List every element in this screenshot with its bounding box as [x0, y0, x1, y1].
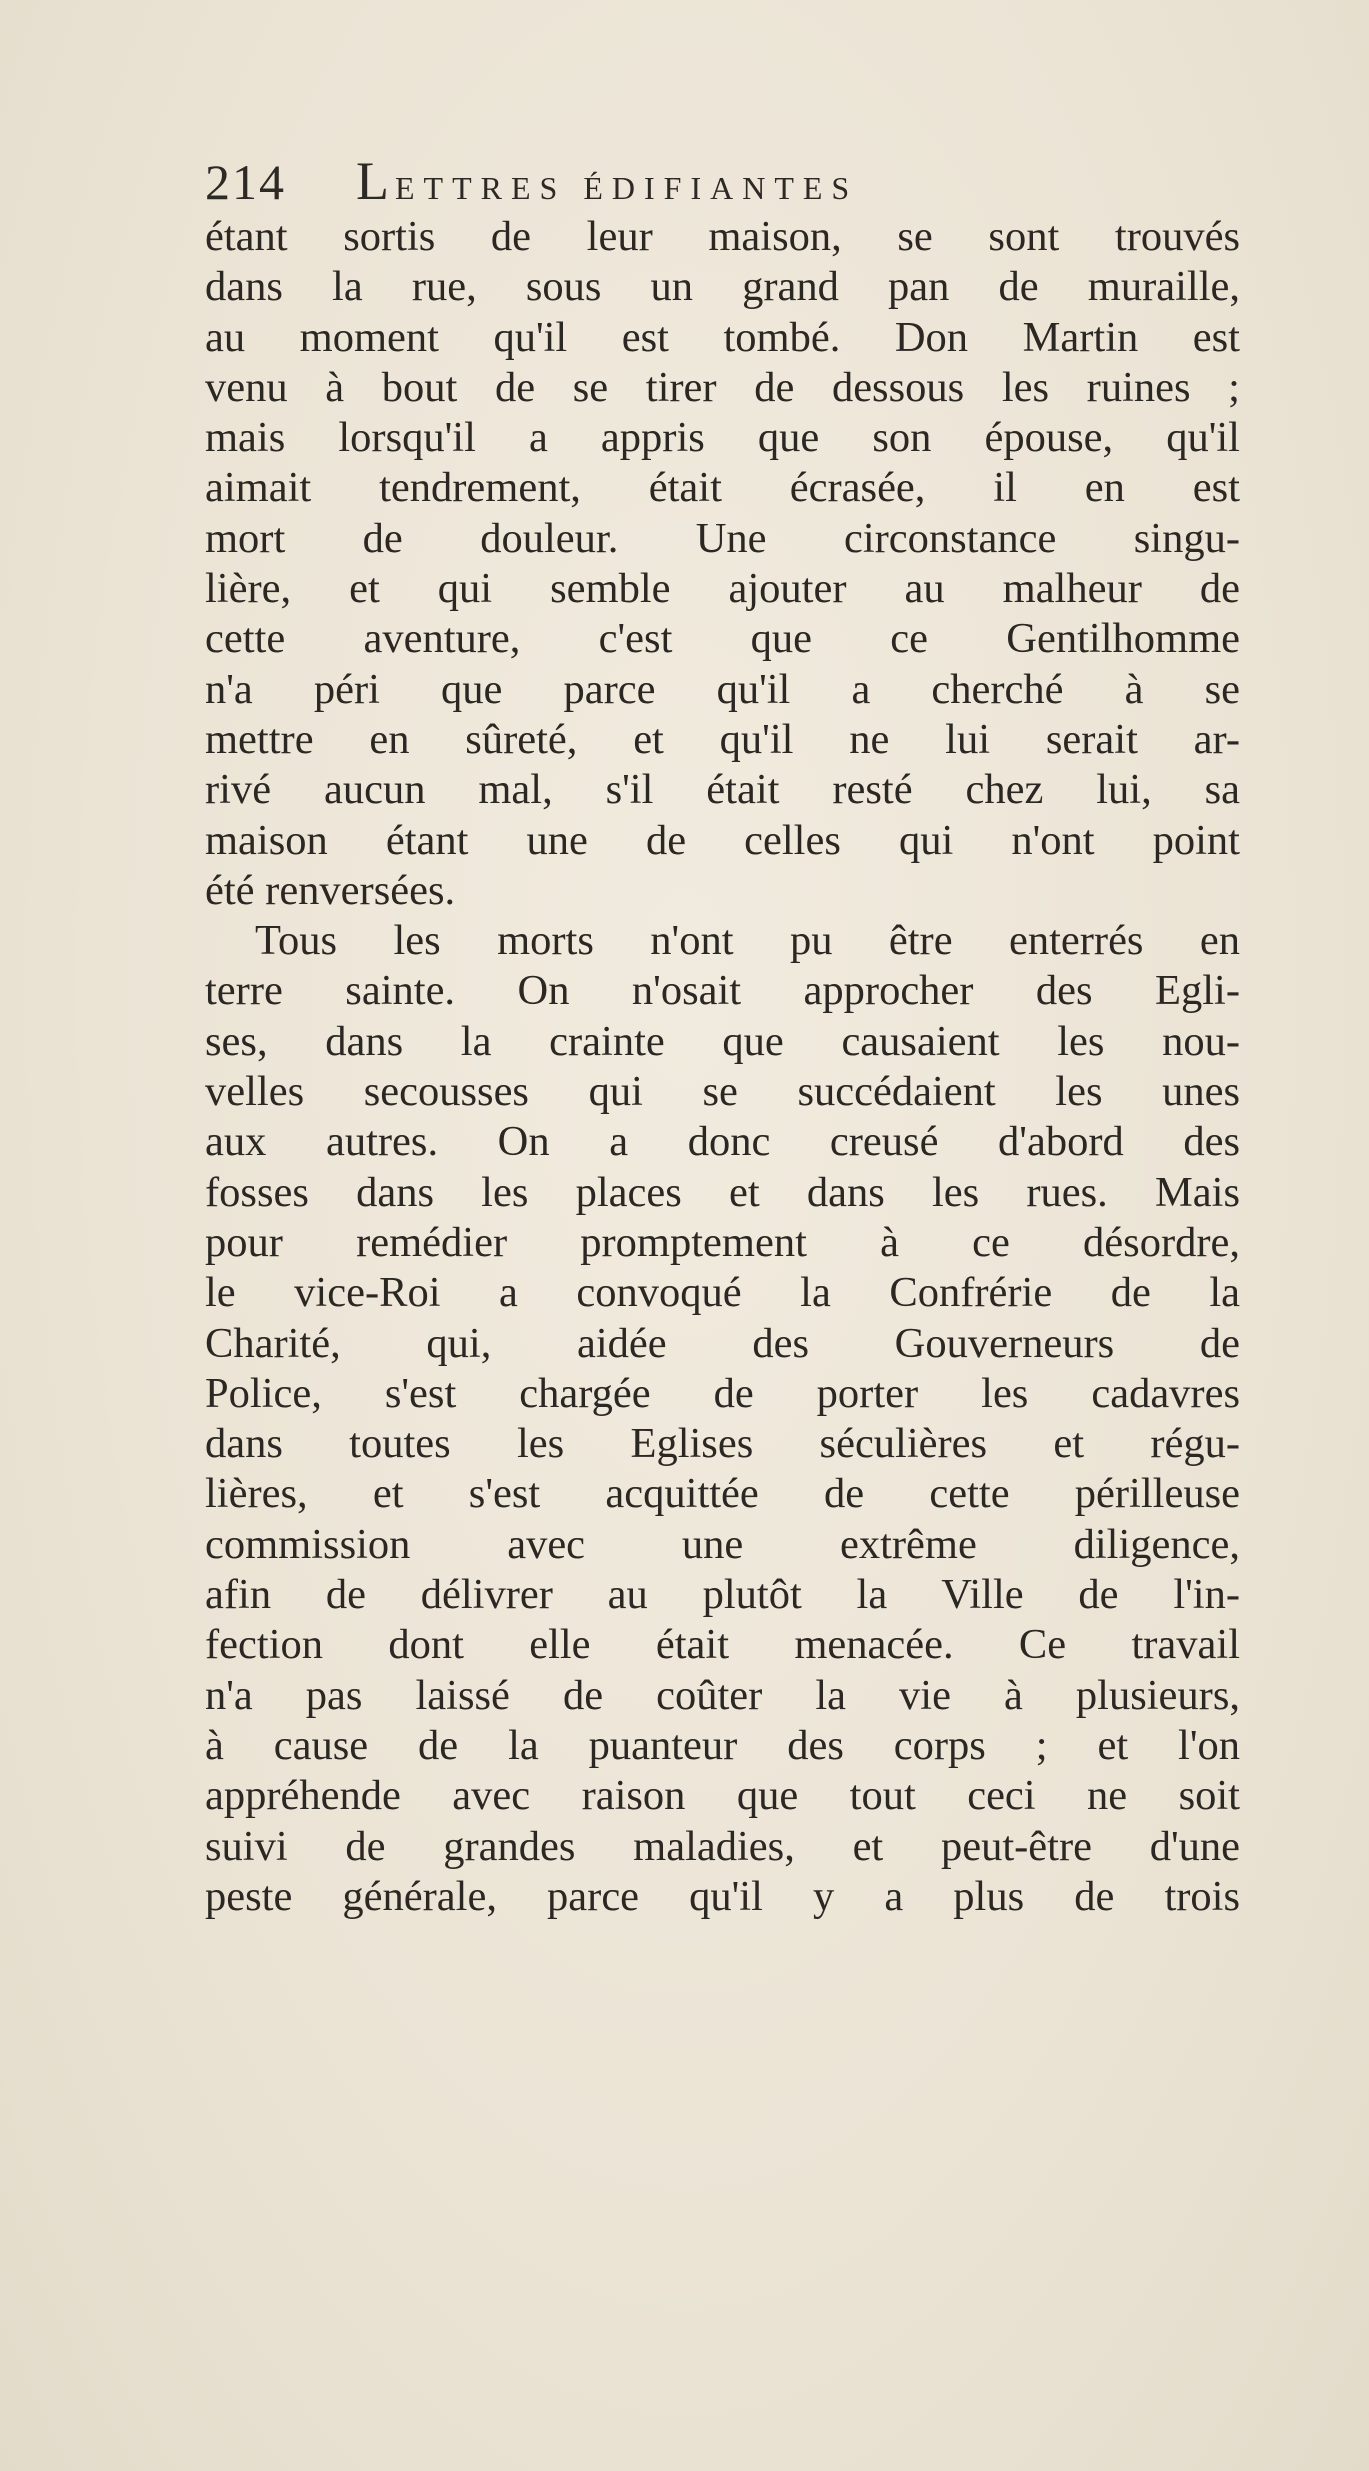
body-text — [205, 212, 1240, 1922]
text-line: mettre en sûreté, et qu'il ne lui serait ar- — [205, 715, 1240, 763]
text-line: pour remédier promptement à ce désordre, — [205, 1218, 1240, 1266]
text-line: aux autres. On a donc creusé d'abord des — [205, 1118, 1240, 1166]
page-number: 214 — [205, 154, 286, 210]
text-line: terre sainte. On n'osait approcher des Egli- — [205, 967, 1240, 1015]
text-line: cette aventure, c'est que ce Gentilhomme — [205, 615, 1240, 663]
paragraph-start-line: Tous les morts n'ont pu être enterrés en — [255, 917, 1240, 965]
text-line: lières, et s'est acquittée de cette périlleuse — [205, 1470, 1240, 1518]
text-line: fection dont elle était menacée. Ce travail — [205, 1621, 1240, 1669]
text-line: velles secousses qui se succédaient les unes — [205, 1068, 1240, 1116]
text-line: peste générale, parce qu'il y a plus de trois — [205, 1872, 1240, 1920]
text-line: ses, dans la crainte que causaient les nou- — [205, 1017, 1240, 1065]
text-line: étant sortis de leur maison, se sont trouvés — [205, 213, 1240, 260]
text-line: mais lorsqu'il a appris que son épouse, qu'il — [205, 414, 1240, 462]
text-line: à cause de la puanteur des corps ; et l'on — [205, 1721, 1240, 1769]
text-line: dans la rue, sous un grand pan de muraille, — [205, 263, 1240, 311]
text-line: mort de douleur. Une circonstance singu- — [205, 514, 1240, 562]
running-title-rest: ETTRES ÉDIFIANTES — [395, 170, 859, 206]
text-line: au moment qu'il est tombé. Don Martin est — [205, 313, 1240, 361]
text-line: maison étant une de celles qui n'ont point — [205, 816, 1240, 864]
text-line: appréhende avec raison que tout ceci ne soit — [205, 1772, 1240, 1820]
page-header — [205, 150, 1105, 211]
text-line: rivé aucun mal, s'il était resté chez lui, sa — [205, 766, 1240, 814]
text-line: afin de délivrer au plutôt la Ville de l'in- — [205, 1571, 1240, 1619]
text-line: suivi de grandes maladies, et peut-être d'une — [205, 1822, 1240, 1870]
text-line: dans toutes les Eglises séculières et régu- — [205, 1420, 1240, 1468]
text-line: lière, et qui semble ajouter au malheur de — [205, 565, 1240, 613]
text-line: Charité, qui, aidée des Gouverneurs de — [205, 1319, 1240, 1367]
text-line: le vice-Roi a convoqué la Confrérie de la — [205, 1269, 1240, 1317]
text-line: commission avec une extrême diligence, — [205, 1520, 1240, 1568]
text-line: fosses dans les places et dans les rues. Mais — [205, 1168, 1240, 1216]
text-line: n'a pas laissé de coûter la vie à plusieurs, — [205, 1671, 1240, 1719]
text-line: Police, s'est chargée de porter les cadavres — [205, 1369, 1240, 1417]
text-line: n'a péri que parce qu'il a cherché à se — [205, 665, 1240, 713]
paragraph-end-line: été renversées. — [205, 866, 456, 914]
text-line: venu à bout de se tirer de dessous les ruines ; — [205, 363, 1240, 411]
running-title — [356, 150, 858, 212]
text-line: aimait tendrement, était écrasée, il en est — [205, 464, 1240, 512]
running-title-initial: L — [356, 151, 395, 211]
